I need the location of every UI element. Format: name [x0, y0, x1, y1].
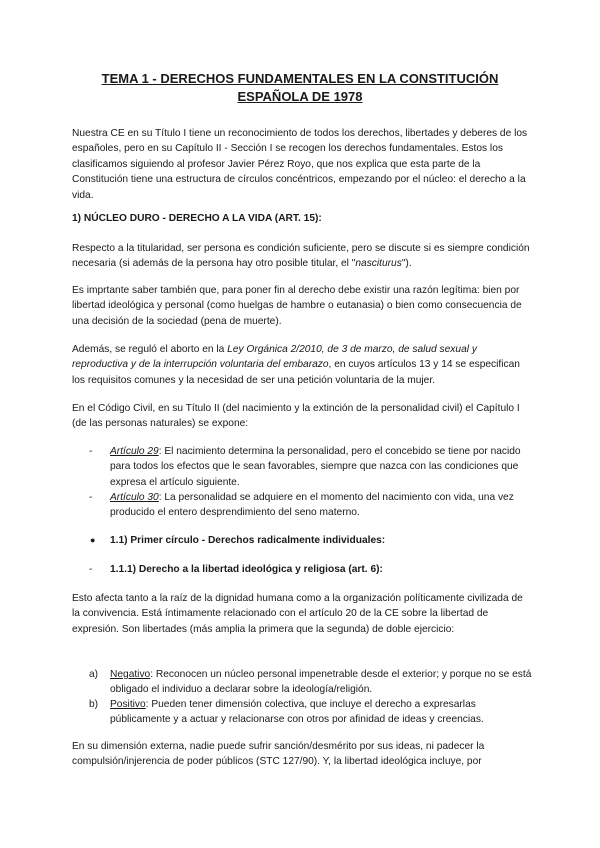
negativo-item	[110, 667, 532, 698]
section-heading-1-1: 1.1) Primer círculo - Derechos radicalmente individuales:	[110, 535, 386, 546]
aborto-text-b: , en cuyos artículos 13 y 14 se especifican los requisitos comunes y la necesidad de ser una petición voluntaria de la mujer.	[72, 359, 520, 386]
section-heading-1-1-1: 1.1.1) Derecho a la libertad ideológica y religiosa (art. 6):	[110, 564, 383, 575]
list-marker-b: b)	[89, 699, 99, 710]
list-dash-1: -	[89, 446, 93, 457]
title-line-1: TEMA 1 - DERECHOS FUNDAMENTALES EN LA CONSTITUCIÓN	[101, 71, 499, 86]
dimension-externa-paragraph: En su dimensión externa, nadie puede sufrir sanción/desmérito por sus ideas, ni padecer la compulsión/injerencia de poder públicos (STC 127/90). Y, la libertad ideológica incluye, por	[72, 741, 485, 768]
page-title	[60, 70, 540, 106]
list-dash-3: -	[89, 564, 93, 575]
ley-organica-title: Ley Orgánica 2/2010, de 3 de marzo, de salud sexual y reproductiva y de la interrupción voluntaria del embarazo	[72, 344, 477, 371]
nasciturus-term: nasciturus	[355, 258, 402, 270]
importante-paragraph: Es imprtante saber también que, para poner fin al derecho debe existir una razón legítima: bien por libertad ideológica y personal (como huelgas de hambre o eutanasia) o bien como consecuencia de una decisión de la sociedad (pena de muerte).	[72, 285, 522, 327]
negativo-text: : Reconocen un núcleo personal impenetrable desde el exterior; y porque no se está obligado el individuo a declarar sobre la ideología/religión.	[110, 669, 532, 696]
articulo-29-text: : El nacimiento determina la personalidad, pero el concebido se tiene por nacido para todos los efectos que le sean favorables, siempre que nazca con las condiciones que expresa el artículo siguiente.	[110, 446, 521, 488]
raiz-paragraph: Esto afecta tanto a la raíz de la dignidad humana como a la organización políticamente civilizada de la convivencia. Está íntimamente relacionado con el artículo 20 de la CE sobre la libertad de expresión. Son libertades (más amplia la primera que la segunda) de doble ejercicio:	[72, 593, 523, 635]
articulo-30-label: Artículo 30	[110, 492, 159, 503]
positivo-text: : Pueden tener dimensión colectiva, que incluye el derecho a expresarlas públicamente y a actuar y relacionarse con otros por afinidad de ideas y creencias.	[110, 699, 484, 726]
articulo-30-item	[110, 490, 532, 521]
aborto-text-a: Además, se reguló el aborto en la	[72, 344, 228, 355]
title-line-2: ESPAÑOLA DE 1978	[237, 89, 363, 104]
positivo-item	[110, 697, 532, 728]
titularidad-text-b: ").	[401, 258, 412, 270]
section-heading-1: 1) NÚCLEO DURO - DERECHO A LA VIDA (ART. 15):	[72, 213, 322, 224]
positivo-label: Positivo	[110, 699, 146, 710]
titularidad-text-a: Respecto a la titularidad, ser persona es condición suficiente, pero se discute si es siempre condición necesaria (si además de la persona hay otro posible titular, el "	[72, 243, 530, 270]
negativo-label: Negativo	[110, 669, 151, 680]
bullet-icon: ●	[90, 535, 96, 545]
titularidad-paragraph	[72, 241, 532, 272]
codigo-civil-paragraph: En el Código Civil, en su Título II (del nacimiento y la extinción de la personalidad civil) el Capítulo I (de las personas naturales) se expone:	[72, 403, 520, 430]
list-dash-2: -	[89, 492, 93, 503]
articulo-29-label: Artículo 29	[110, 446, 159, 457]
aborto-paragraph	[72, 342, 532, 388]
articulo-30-text: : La personalidad se adquiere en el momento del nacimiento con vida, una vez producido el entero desprendimiento del seno materno.	[110, 492, 514, 519]
articulo-29-item	[110, 444, 532, 490]
list-marker-a: a)	[89, 669, 99, 680]
intro-paragraph: Nuestra CE en su Título I tiene un reconocimiento de todos los derechos, libertades y deberes de los españoles, pero en su Capítulo II - Sección I se recogen los derechos fundamentales. Estos los clasificamos siguiendo al profesor Javier Pérez Royo, que nos explica que esta parte de la Constitución tiene una estructura de círculos concéntricos, empezando por el núcleo: el derecho a la vida.	[72, 128, 528, 201]
